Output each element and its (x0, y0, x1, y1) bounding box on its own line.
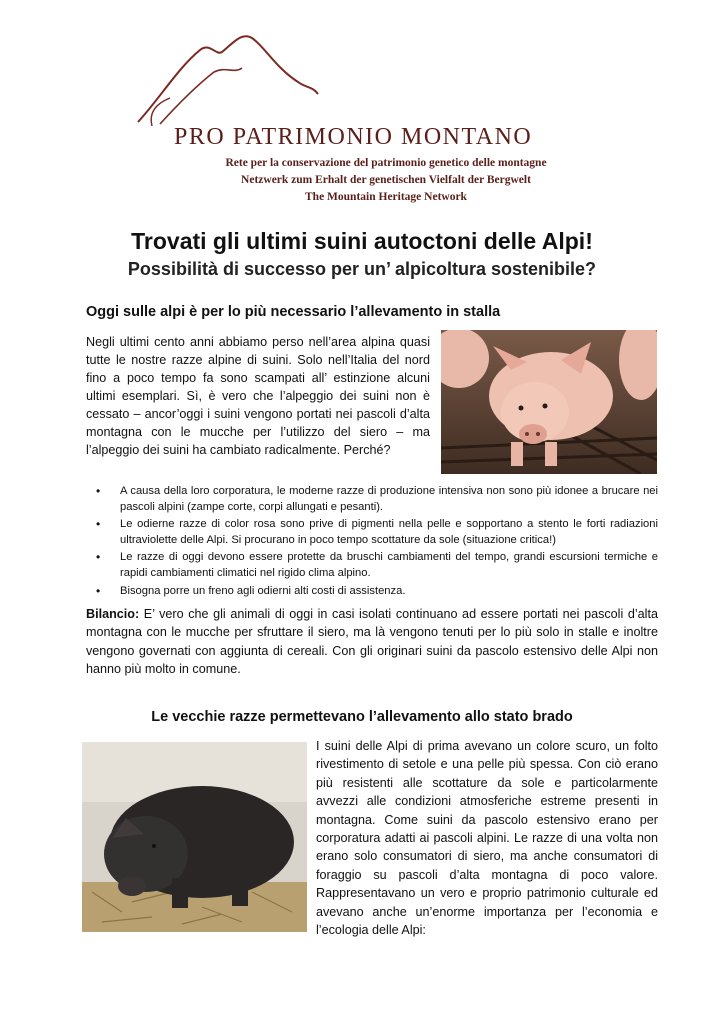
list-item (96, 584, 658, 600)
logo-title: PRO PATRIMONIO MONTANO (174, 124, 533, 150)
list-item (96, 517, 658, 548)
pink-pig-photo (441, 330, 657, 474)
list-item (96, 550, 658, 581)
logo-tagline-english: The Mountain Heritage Network (305, 191, 467, 203)
bullet-icon: • (96, 583, 101, 598)
list-item (96, 484, 658, 515)
logo-tagline-german: Netzwerk zum Erhalt der genetischen Vielfalt der Bergwelt (241, 174, 531, 186)
bullet-icon: • (96, 517, 101, 532)
page-title: Trovati gli ultimi suini autoctoni delle Alpi! (131, 228, 593, 254)
logo (130, 28, 570, 203)
bilancio-text: E’ vero che gli animali di oggi in casi isolati continuano ad essere portati nei pascoli d’alta montagna con le mucche per sfruttare il siero, ma là vengono tenuti per lo più solo in stalle e inoltre vengono governati con aggiunta di cereali. Con gli originari suini da pascolo estensivo delle Alpi non hanno più molto in comune. (86, 607, 658, 677)
logo-tagline-italian: Rete per la conservazione del patrimonio genetico delle montagne (225, 157, 547, 169)
list-item-text: Le odierne razze di color rosa sono prive di pigmenti nella pelle e sopportano a stento le forti radiazioni ultraviolette delle Alpi. Si procurano in poco tempo scottature da sole (situazione critica!) (120, 518, 658, 546)
reasons-list (96, 484, 658, 601)
mountain-logo-icon (130, 28, 430, 128)
section1-paragraph: Negli ultimi cento anni abbiamo perso nell’area alpina quasi tutte le nostre razze alpine di suini. Solo nell’Italia del nord fino a poco tempo fa sono scampati all’ estinzione alcuni ultimi esemplari. Sì, è vero che l’alpeggio dei suini non è cessato – ancor’oggi i suini vengono portati nei pascoli d’alta montagna con le mucche per l’utilizzo del siero – ma l’alpeggio dei suini ha cambiato radicalmente. Perché? (86, 335, 430, 457)
page-subtitle: Possibilità di successo per un’ alpicoltura sostenibile? (127, 259, 597, 279)
bullet-icon: • (96, 484, 101, 498)
section2-heading: Le vecchie razze permettevano l’allevamento allo stato brado (151, 709, 573, 725)
bilancio-paragraph (86, 605, 658, 679)
list-item-text: Bisogna porre un freno agli odierni alti costi di assistenza. (120, 584, 406, 597)
bilancio-label: Bilancio: (86, 607, 140, 621)
bullet-icon: • (96, 550, 101, 565)
list-item-text: Le razze di oggi devono essere protette da bruschi cambiamenti del tempo, grandi escursioni termiche e rapidi cambiamenti climatici nel rigido clima alpino. (120, 551, 658, 579)
section2-paragraph: I suini delle Alpi di prima avevano un colore scuro, un folto rivestimento di setole e una pelle più spessa. Con ciò erano più resistenti alle scottature da sole e particolarmente avvezzi alle condizioni atmosferiche estreme presenti in montagna. Come suini da pascolo estensivo erano per corporatura adatti ai pascoli alpini. Le razze di una volta non erano solo consumatori di siero, ma anche consumatori di foraggio su pascoli d’alta montagna di poco valore. Rappresentavano un vero e proprio patrimonio culturale ed avevano anche un’enorme importanza per l’economia e l’ecologia delle Alpi: (316, 739, 658, 938)
list-item-text: A causa della loro corporatura, le moderne razze di produzione intensiva non sono più idonee a brucare nei pascoli alpini (zampe corte, corpi allungati e pesanti). (120, 485, 658, 513)
black-pig-photo (82, 742, 307, 932)
section1-heading: Oggi sulle alpi è per lo più necessario l’allevamento in stalla (86, 304, 501, 320)
